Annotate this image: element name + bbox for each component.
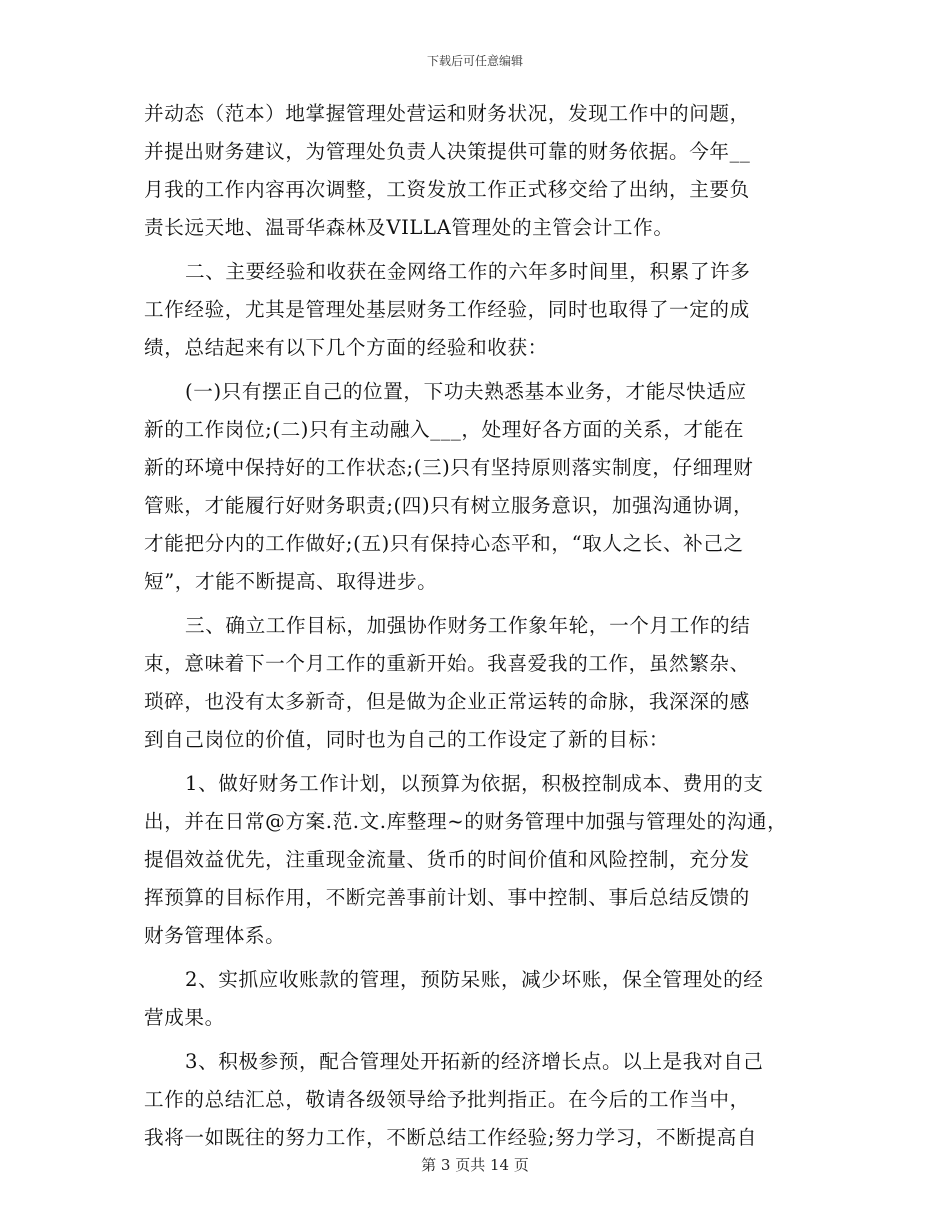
page-number: 第 3 页共 14 页 — [421, 1156, 529, 1174]
paragraph-line: (一)只有摆正自己的位置，下功夫熟悉基本业务，才能尽快适应 — [185, 380, 747, 403]
paragraph-line: 工作的总结汇总，敬请各级领导给予批判指正。在今后的工作当中， — [144, 1088, 750, 1111]
paragraph-line: 到自己岗位的价值，同时也为自己的工作设定了新的目标： — [144, 728, 670, 751]
paragraph-line: 新的环境中保持好的工作状态;(三)只有坚持原则落实制度，仔细理财 — [144, 456, 754, 479]
paragraph-line: 二、主要经验和收获在金网络工作的六年多时间里，积累了许多 — [185, 260, 751, 283]
paragraph-line: 才能把分内的工作做好;(五)只有保持心态平和，“取人之长、补己之 — [144, 532, 744, 555]
paragraph-line: 营成果。 — [144, 1006, 225, 1029]
paragraph-line: 新的工作岗位;(二)只有主动融入___，处理好各方面的关系，才能在 — [144, 418, 745, 441]
paragraph-line: 1、做好财务工作计划，以预算为依据，积极控制成本、费用的支 — [185, 772, 764, 795]
paragraph-line: 出，并在日常@方案.范.文.库整理~的财务管理中加强与管理处的沟通， — [144, 810, 788, 833]
paragraph-line: 束，意味着下一个月工作的重新开始。我喜爱我的工作，虽然繁杂、 — [144, 652, 750, 675]
paragraph-line: 提倡效益优先，注重现金流量、货币的时间价值和风险控制，充分发 — [144, 848, 750, 871]
paragraph-line: 管账，才能履行好财务职责;(四)只有树立服务意识，加强沟通协调， — [144, 494, 754, 517]
paragraph-line: 责长远天地、温哥华森林及VILLA管理处的主管会计工作。 — [144, 216, 674, 239]
paragraph-line: 挥预算的目标作用，不断完善事前计划、事中控制、事后总结反馈的 — [144, 886, 750, 909]
paragraph-line: 琐碎，也没有太多新奇，但是做为企业正常运转的命脉，我深深的感 — [144, 690, 750, 713]
paragraph-line: 并提出财务建议，为管理处负责人决策提供可靠的财务依据。今年__ — [144, 140, 751, 163]
paragraph-line: 并动态（范本）地掌握管理处营运和财务状况，发现工作中的问题， — [144, 102, 750, 125]
page-header: 下载后可任意编辑 — [426, 54, 523, 68]
paragraph-line: 短”，才能不断提高、取得进步。 — [144, 570, 438, 593]
paragraph-line: 2、实抓应收账款的管理，预防呆账，减少坏账，保全管理处的经 — [185, 968, 764, 991]
paragraph-line: 3、积极参预，配合管理处开拓新的经济增长点。以上是我对自己 — [185, 1050, 764, 1073]
paragraph-line: 绩，总结起来有以下几个方面的经验和收获： — [144, 336, 548, 359]
paragraph-line: 我将一如既往的努力工作，不断总结工作经验;努力学习，不断提高自 — [144, 1126, 758, 1149]
paragraph-line: 月我的工作内容再次调整，工资发放工作正式移交给了出纳，主要负 — [144, 178, 750, 201]
paragraph-line: 财务管理体系。 — [144, 924, 286, 947]
paragraph-line: 工作经验，尤其是管理处基层财务工作经验，同时也取得了一定的成 — [144, 298, 750, 321]
paragraph-line: 三、确立工作目标，加强协作财务工作象年轮，一个月工作的结 — [185, 614, 751, 637]
